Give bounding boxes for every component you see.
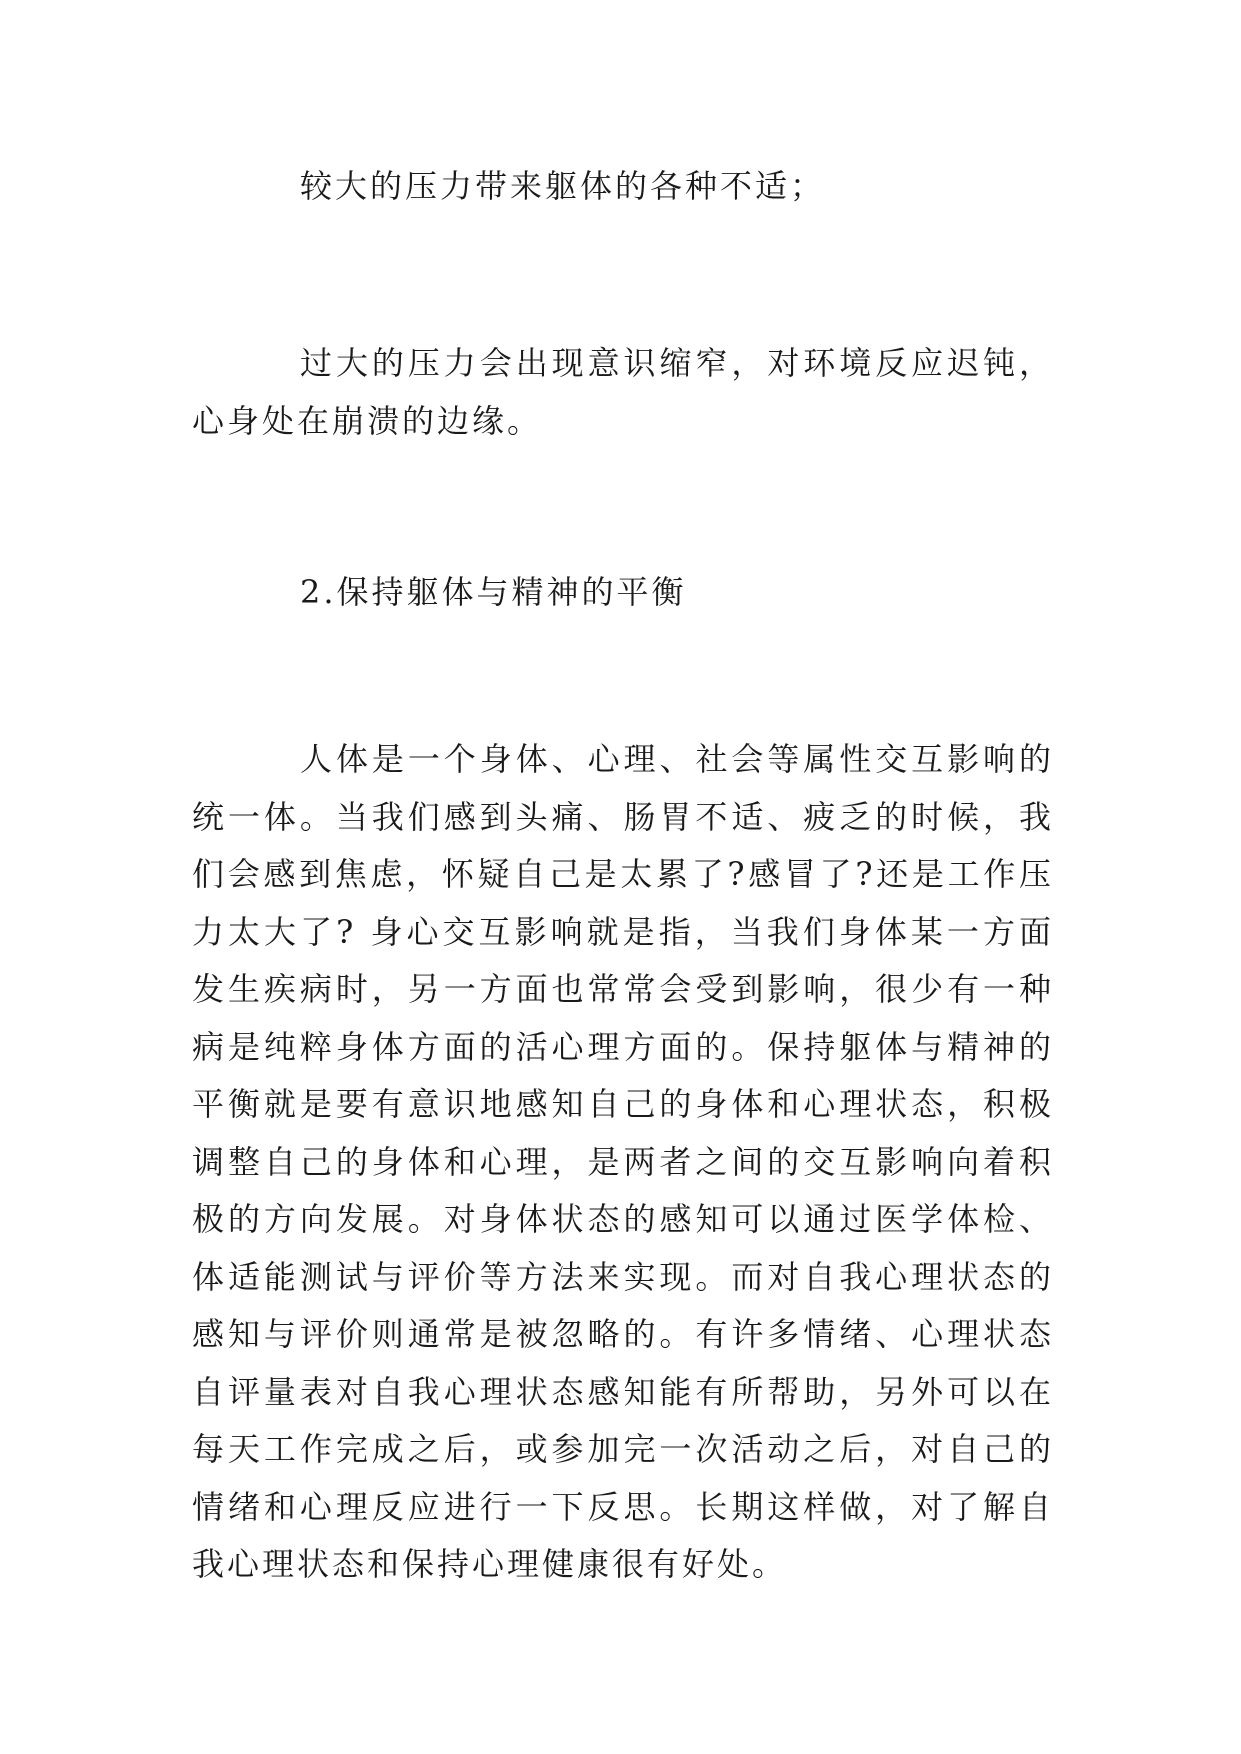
paragraph-stress-discomfort: 较大的压力带来躯体的各种不适； [300,167,826,205]
section-heading-balance: 2.保持躯体与精神的平衡 [300,573,687,611]
paragraph-excessive-stress: 过大的压力会出现意识缩窄，对环境反应迟钝，心身处在崩溃的边缘。 [192,344,1054,440]
paragraph-body-mind-interaction: 人体是一个身体、心理、社会等属性交互影响的统一体。当我们感到头痛、肠胃不适、疲乏的时候，我们会感到焦虑，怀疑自己是太累了?感冒了?还是工作压力太大了? 身心交互影响就是指，当我们身体某一方面发生疾病时，另一方面也常常会受到影响，很少有一种病是纯粹身体方面的活心理方面的。保持躯体与精神的平衡就是要有意识地感知自己的身体和心理状态，积极调整自己的身体和心理，是两者之间的交互影响向着积极的方向发展。对身体状态的感知可以通过医学体检、体适能测试与评价等方法来实现。而对自我心理状态的感知与评价则通常是被忽略的。有许多情绪、心理状态自评量表对自我心理状态感知能有所帮助，另外可以在每天工作完成之后，或参加完一次活动之后，对自己的情绪和心理反应进行一下反思。长期这样做，对了解自我心理状态和保持心理健康很有好处。 [192,740,1054,1583]
